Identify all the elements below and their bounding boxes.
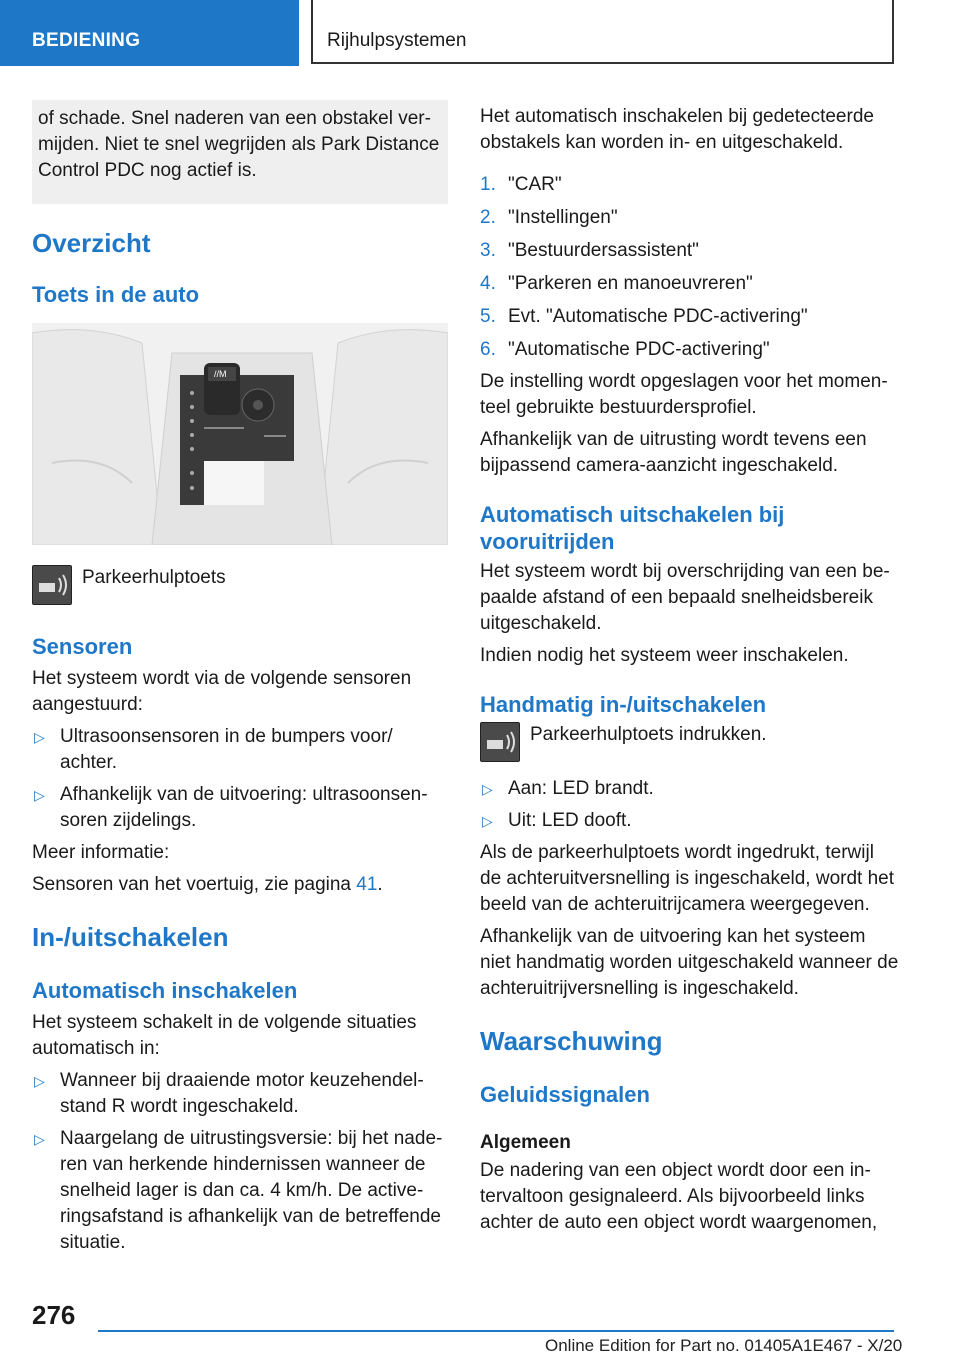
- auto-uit-text: Het systeem wordt bij overschrijding van een be- paalde afstand of een bepaald snelheidsbereik uitgeschakeld.: [480, 561, 890, 634]
- step-item: 6. "Automatische PDC-activering": [480, 339, 770, 360]
- heading-toets: Toets in de auto: [32, 282, 200, 307]
- heading-geluidssignalen: Geluidssignalen: [480, 1082, 650, 1107]
- console-illustration: [32, 323, 448, 545]
- reverse-text: Als de parkeerhulptoets wordt ingedrukt, terwijl de achteruitversnelling is ingeschakeld, wordt het beeld van de achteruitrijcamera weergegeven.: [480, 842, 895, 915]
- svg-text://M: //M: [214, 369, 227, 379]
- heading-auto-uitschakelen: Automatisch uitschakelen bij vooruitrijden: [480, 502, 785, 554]
- heading-waarschuwing: Waarschuwing: [480, 1026, 663, 1056]
- general-text: De nadering van een object wordt door een in- tervaltoon gesignaleerd. Als bijvoorbeeld links achter de auto een object wordt waargenomen,: [480, 1160, 878, 1233]
- sensoren-text: Het systeem wordt via de volgende sensoren aangestuurd:: [32, 668, 412, 715]
- triangle-bullet-icon: ▷: [34, 729, 45, 745]
- warning-note: of schade. Snel naderen van een obstakel ver- mijden. Niet te snel wegrijden als Park Distance Control PDC nog actief is.: [32, 100, 448, 204]
- sensoren-reference: Sensoren van het voertuig, zie pagina 41.: [32, 874, 383, 895]
- step-item: 5. Evt. "Automatische PDC-activering": [480, 306, 808, 327]
- step-item: 3. "Bestuurdersassistent": [480, 240, 699, 261]
- triangle-bullet-icon: ▷: [34, 787, 45, 803]
- heading-algemeen: Algemeen: [480, 1132, 571, 1153]
- manual-button-legend: [480, 722, 900, 766]
- page-number: 276: [32, 1300, 76, 1330]
- chapter-tab: [311, 0, 894, 64]
- footer-rule: [98, 1330, 894, 1332]
- triangle-bullet-icon: ▷: [34, 1131, 45, 1147]
- right-column: [480, 104, 900, 1236]
- heading-handmatig: Handmatig in-/uitschakelen: [480, 692, 767, 717]
- list-item: ▷ Wanneer bij draaiende motor keuzehendel- stand R wordt ingeschakeld.: [34, 1070, 424, 1117]
- center-console-image: [32, 323, 448, 545]
- auto-in-text: Het systeem schakelt in de volgende situaties automatisch in:: [32, 1012, 417, 1059]
- manual-caption: Parkeerhulptoets indrukken.: [530, 724, 767, 745]
- heading-inuitschakelen: In-/uitschakelen: [32, 922, 229, 952]
- park-assist-button-icon: [32, 565, 72, 605]
- button-caption: Parkeerhulptoets: [82, 567, 226, 588]
- step-item: 1. "CAR": [480, 174, 562, 195]
- button-legend: [32, 565, 448, 609]
- steps-list: [480, 172, 900, 363]
- list-item: ▷ Naargelang de uitrustingsversie: bij het nade- ren van herkende hindernissen wanneer de snelheid lager is dan ca. 4 km/h. De active- ringsafstand is afhankelijk van de betreffende situatie.: [34, 1128, 443, 1253]
- saved-text: De instelling wordt opgeslagen voor het momen- teel gebruikte bestuurdersprofiel.: [480, 371, 888, 418]
- park-assist-button-icon: [480, 722, 520, 762]
- sensoren-list: [32, 724, 448, 834]
- camera-text: Afhankelijk van de uitrusting wordt tevens een bijpassend camera-aanzicht ingeschakeld.: [480, 429, 867, 476]
- manual-list: [480, 776, 900, 834]
- auto-in-list: [32, 1068, 448, 1256]
- heading-overzicht: Overzicht: [32, 228, 151, 258]
- triangle-bullet-icon: ▷: [34, 1073, 45, 1089]
- page-link[interactable]: 41: [356, 874, 378, 895]
- list-item: ▷ Ultrasoonsensoren in de bumpers voor/ achter.: [34, 726, 393, 773]
- auto-uit-text2: Indien nodig het systeem weer inschakelen.: [480, 645, 849, 666]
- meer-info-label: Meer informatie:: [32, 842, 170, 863]
- step-item: 4. "Parkeren en manoeuvreren": [480, 273, 753, 294]
- triangle-bullet-icon: ▷: [482, 813, 493, 829]
- intro-text: Het automatisch inschakelen bij gedetecteerde obstakels kan worden in- en uitgeschakeld.: [480, 106, 874, 153]
- list-item: ▷ Uit: LED dooft.: [480, 808, 900, 834]
- step-item: 2. "Instellingen": [480, 207, 618, 228]
- chapter-title: Rijhulpsystemen: [327, 30, 467, 51]
- triangle-bullet-icon: ▷: [482, 781, 493, 797]
- left-column: [32, 100, 448, 1256]
- footer-edition: Online Edition for Part no. 01405A1E467 - X/20: [545, 1336, 903, 1355]
- heading-auto-inschakelen: Automatisch inschakelen: [32, 978, 298, 1003]
- list-item: ▷ Afhankelijk van de uitvoering: ultrasoonsen- soren zijdelings.: [34, 784, 428, 831]
- list-item: ▷ Aan: LED brandt.: [480, 776, 900, 802]
- heading-sensoren: Sensoren: [32, 634, 133, 659]
- reverse-text2: Afhankelijk van de uitvoering kan het systeem niet handmatig worden uitgeschakeld wanneer de achteruitrijversnelling is ingeschakeld.: [480, 926, 899, 999]
- section-tab: [0, 0, 299, 66]
- section-title: BEDIENING: [32, 30, 141, 51]
